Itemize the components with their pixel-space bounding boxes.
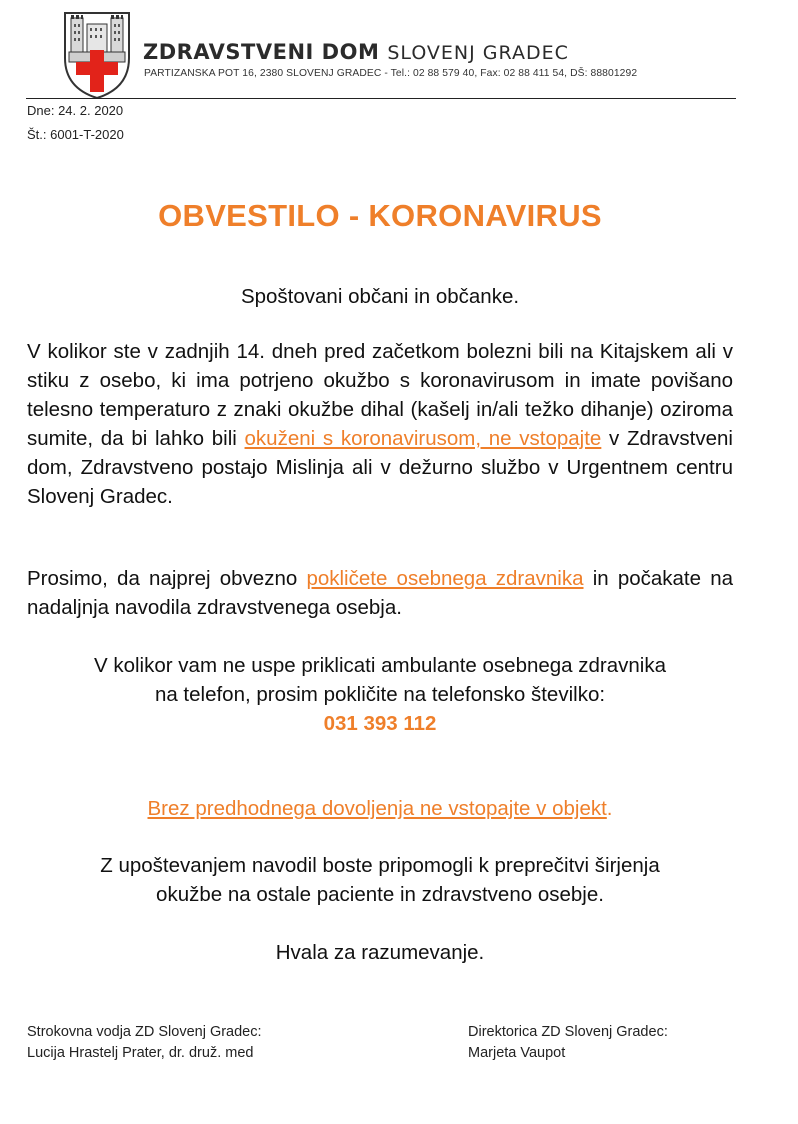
paragraph2-before: Prosimo, da najprej obvezno [27,567,307,590]
phone-line1: V kolikor vam ne uspe priklicati ambulante osebnega zdravnika [93,654,667,677]
paragraph2-highlight: pokličete osebnega zdravnika [306,567,584,590]
org-name [143,40,569,64]
header-divider [26,98,736,99]
signature-left-role: Strokovna vodja ZD Slovenj Gradec: [27,1024,262,1040]
org-name-city: SLOVENJ GRADEC [387,42,569,64]
paragraph1-after: v Zdravstveni dom, Zdravstveno postajo Mislinja ali v dežurno službo v Urgentnem centru Slovenj Gradec. [27,427,733,508]
entry-warning-text: Brez predhodnega dovoljenja ne vstopajte v objekt [147,797,607,820]
closing-paragraph [0,851,760,909]
org-address: PARTIZANSKA POT 16, 2380 SLOVENJ GRADEC - Tel.: 02 88 579 40, Fax: 02 88 411 54, DŠ: 88801292 [144,68,638,79]
phone-line2: na telefon, prosim pokličite na telefonsko številko: [154,683,606,706]
zd-logo [62,10,132,100]
closing-line1: Z upoštevanjem navodil boste pripomogli k preprečitvi širjenja [100,854,660,877]
document-number: Št.: 6001-T-2020 [27,127,124,142]
closing-line2: okužbe na ostale paciente in zdravstveno osebje. [156,883,604,906]
signature-right-name: Marjeta Vaupot [468,1045,566,1061]
phone-block [0,651,760,738]
signature-left [27,1022,262,1064]
signature-left-name: Lucija Hrastelj Prater, dr. druž. med [27,1045,254,1061]
paragraph-call-doctor [27,564,733,622]
paragraph-warning-travel [27,337,733,511]
entry-warning [0,794,760,823]
page-title: OBVESTILO - KORONAVIRUS [158,198,602,233]
document-date: Dne: 24. 2. 2020 [27,103,124,118]
paragraph2-after: in počakate na nadaljnja navodila zdravstvenega osebja. [27,567,734,619]
thanks-line: Hvala za razumevanje. [275,941,485,964]
org-name-main: ZDRAVSTVENI DOM [143,40,380,64]
phone-number: 031 393 112 [323,712,437,735]
signature-right [468,1022,668,1064]
signature-right-role: Direktorica ZD Slovenj Gradec: [468,1024,668,1040]
paragraph1-highlight: okuženi s koronavirusom, ne vstopajte [244,427,602,450]
greeting: Spoštovani občani in občanke. [240,285,520,308]
entry-warning-punct: . [606,797,613,820]
paragraph1-before: V kolikor ste v zadnjih 14. dneh pred začetkom bolezni bili na Kitajskem ali v stiku z osebo, ki ima potrjeno okužbo s koronavirusom in imate povišano telesno temperaturo z znaki okužbe dihal (kašelj in/ali težko dihanje) oziroma sumite, da bi lahko bili [27,340,733,450]
